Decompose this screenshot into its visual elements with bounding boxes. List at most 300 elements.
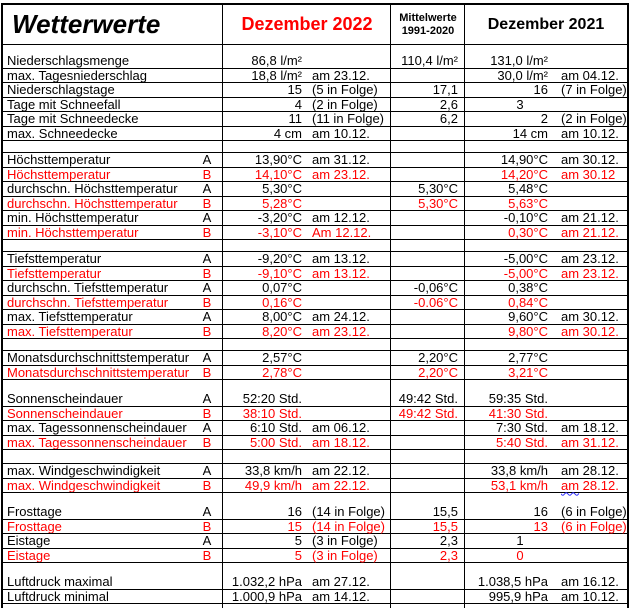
note-dezember-2021: [548, 54, 627, 68]
value-mittelwerte: [391, 421, 465, 435]
value-mittelwerte: 2,3: [439, 533, 458, 548]
row-label-cell: [3, 310, 223, 324]
value-dezember-2022: 13,90°C: [254, 152, 302, 167]
value-mittelwerte: [391, 464, 465, 478]
note-dezember-2022: (11 in Folge): [312, 111, 385, 126]
note-dezember-2022: (3 in Folge): [312, 533, 378, 548]
series-letter: B: [202, 547, 212, 563]
row-label-cell: [3, 421, 223, 435]
row-label-cell: [3, 69, 223, 83]
note-dezember-2022: am 10.12.: [312, 125, 370, 141]
row-label-cell: [3, 351, 223, 365]
value-dezember-2022: 15: [287, 518, 302, 534]
value-dezember-2022: -3,20°C: [257, 210, 302, 225]
series-letter: A: [202, 463, 212, 478]
table-row: [3, 436, 627, 451]
note-dezember-2021: [575, 534, 627, 548]
note-dezember-2021: am 30.12.: [561, 323, 619, 339]
value-cell-dezember-2021: [465, 226, 627, 240]
note-dezember-2022: [302, 407, 391, 421]
value-dezember-2021: 9,60°C: [508, 309, 548, 324]
value-cell-dezember-2022: [223, 407, 391, 421]
mittelwerte-line1: Mittelwerte: [399, 11, 457, 24]
series-letter: B: [202, 405, 212, 421]
column-divider-2: [390, 5, 391, 608]
value-cell-dezember-2022: [223, 520, 391, 534]
value-dezember-2021: 16: [533, 504, 548, 519]
note-dezember-2021: am 21.12.: [561, 210, 619, 225]
note-dezember-2021: am 28.12.: [561, 477, 619, 493]
value-mittelwerte: [391, 479, 465, 493]
value-dezember-2022: 16: [287, 504, 302, 519]
table-row: [3, 520, 627, 535]
value-mittelwerte: [391, 211, 465, 225]
value-dezember-2021: 3,21°C: [508, 364, 548, 380]
series-letter: B: [202, 323, 212, 339]
value-mittelwerte: [391, 226, 465, 240]
value-cell-dezember-2022: [223, 325, 391, 339]
value-dezember-2021: 3: [516, 96, 524, 112]
value-cell-dezember-2022: [223, 549, 391, 563]
note-dezember-2021: am 30.12.: [561, 152, 619, 167]
value-dezember-2021: 16: [533, 82, 548, 97]
value-cell-dezember-2022: [223, 436, 391, 450]
value-mittelwerte: [391, 575, 465, 589]
row-label: Luftdruck maximal: [7, 575, 113, 589]
note-dezember-2022: am 12.12.: [312, 210, 370, 225]
value-dezember-2021: 2,77°C: [508, 350, 548, 365]
series-letter: B: [202, 477, 212, 493]
page-title: Wetterwerte: [12, 9, 161, 39]
series-letter: A: [202, 420, 212, 435]
note-dezember-2022: [302, 392, 391, 406]
row-label-cell: [3, 549, 223, 563]
value-dezember-2021: 1: [516, 533, 524, 548]
value-mittelwerte: 15,5: [432, 504, 458, 519]
note-dezember-2022: [302, 182, 391, 196]
value-cell-dezember-2022: [223, 281, 391, 295]
note-dezember-2022: [302, 366, 391, 380]
table-row: [3, 112, 627, 127]
row-label-cell: [3, 112, 223, 126]
row-label: max. Tiefsttemperatur: [7, 324, 133, 338]
note-dezember-2021: [548, 296, 627, 310]
wetterwerte-table: [1, 3, 629, 608]
note-dezember-2021: (7 in Folge): [561, 82, 627, 97]
row-label-cell: [3, 534, 223, 548]
row-label: Luftdruck minimal: [7, 589, 109, 603]
value-mittelwerte: [391, 267, 465, 281]
note-dezember-2022: (3 in Folge): [312, 547, 378, 563]
value-dezember-2022: 86,8 l/m²: [251, 53, 302, 68]
value-cell-dezember-2021: [465, 575, 627, 589]
row-label: Monatsdurchschnittstemperatur: [7, 365, 190, 379]
value-dezember-2022: 2,57°C: [262, 350, 302, 365]
note-dezember-2021: am 23.12.: [561, 251, 619, 266]
value-cell-dezember-2022: [223, 464, 391, 478]
value-cell-dezember-2021: [465, 168, 627, 182]
value-cell-dezember-2022: [223, 127, 391, 141]
table-row: [3, 83, 627, 98]
value-cell-dezember-2022: [223, 267, 391, 281]
note-dezember-2022: am 22.12.: [312, 477, 370, 493]
table-row: [3, 310, 627, 325]
value-mittelwerte: 2,20°C: [418, 350, 458, 365]
row-label: Sonnenscheindauer: [7, 392, 123, 406]
row-label-cell: [3, 590, 223, 604]
note-dezember-2021: [548, 197, 627, 211]
value-mittelwerte: 49:42 Std.: [398, 391, 458, 406]
row-label: Höchsttemperatur: [7, 153, 111, 167]
table-row: [3, 575, 627, 590]
table-row: [3, 127, 627, 142]
note-dezember-2022: [302, 54, 391, 68]
row-label-cell: [3, 505, 223, 519]
note-dezember-2021: am 30.12: [561, 166, 616, 182]
note-dezember-2022: (2 in Folge): [312, 96, 378, 112]
value-dezember-2022: 38:10 Std.: [242, 405, 302, 421]
column-header-dezember-2021: Dezember 2021: [487, 15, 605, 33]
table-row: [3, 421, 627, 436]
value-cell-dezember-2022: [223, 366, 391, 380]
note-dezember-2022: am 23.12.: [312, 323, 370, 339]
note-dezember-2022: am 24.12.: [312, 309, 370, 324]
value-cell-dezember-2022: [223, 211, 391, 225]
value-dezember-2022: 0,16°C: [262, 294, 302, 310]
note-dezember-2021: (6 in Folge): [561, 518, 627, 534]
row-label: durchschn. Höchsttemperatur: [7, 196, 178, 210]
series-letter: A: [202, 152, 212, 167]
note-dezember-2021: am 31.12.: [561, 434, 619, 450]
row-label-cell: [3, 436, 223, 450]
value-cell-dezember-2022: [223, 168, 391, 182]
value-dezember-2021: 53,1 km/h: [490, 477, 548, 493]
row-label: max. Windgeschwindigkeit: [7, 464, 161, 478]
row-label-cell: [3, 54, 223, 68]
row-label-cell: [3, 281, 223, 295]
value-cell-dezember-2021: [465, 252, 627, 266]
table-row: [3, 351, 627, 366]
row-label: max. Tiefsttemperatur: [7, 310, 133, 324]
note-dezember-2021: (2 in Folge): [561, 111, 627, 126]
table-row: [3, 464, 627, 479]
value-dezember-2021: 59:35 Std.: [488, 391, 548, 406]
value-cell-dezember-2021: [465, 436, 627, 450]
series-letter: [194, 98, 223, 112]
table-row: [3, 296, 627, 311]
value-mittelwerte: [391, 127, 465, 141]
value-dezember-2022: 5: [294, 533, 302, 548]
section-spacer: [3, 604, 627, 608]
column-header-mittelwerte: [399, 12, 456, 38]
note-dezember-2022: (14 in Folge): [312, 504, 385, 519]
value-mittelwerte: 2,6: [439, 96, 458, 112]
value-dezember-2022: 11: [288, 111, 302, 126]
value-dezember-2022: 14,10°C: [254, 166, 302, 182]
value-mittelwerte: -0.06°C: [413, 294, 458, 310]
column-divider-1: [222, 5, 223, 608]
series-letter: A: [202, 280, 212, 295]
row-label-cell: [3, 575, 223, 589]
table-header-row: [3, 5, 627, 45]
note-dezember-2022: am 22.12.: [312, 463, 370, 478]
note-dezember-2022: am 13.12.: [312, 265, 370, 281]
row-label: max. Tagessonnenscheindauer: [7, 435, 187, 449]
series-letter: [194, 575, 223, 589]
value-dezember-2022: 2,78°C: [262, 364, 302, 380]
value-cell-dezember-2021: [465, 505, 627, 519]
value-dezember-2021: 9,80°C: [508, 323, 548, 339]
value-mittelwerte: [391, 252, 465, 266]
value-cell-dezember-2022: [223, 479, 391, 493]
value-cell-dezember-2022: [223, 69, 391, 83]
value-mittelwerte: 2,3: [439, 547, 458, 563]
value-mittelwerte: 15,5: [432, 518, 458, 534]
row-label: Niederschlagstage: [7, 83, 115, 97]
value-dezember-2021: -5,00°C: [503, 265, 548, 281]
value-dezember-2022: 6:10 Std.: [249, 420, 302, 435]
value-mittelwerte: [391, 310, 465, 324]
series-letter: [194, 112, 223, 126]
value-dezember-2021: 5:40 Std.: [495, 434, 548, 450]
value-cell-dezember-2021: [465, 351, 627, 365]
value-dezember-2021: 5,63°C: [508, 195, 548, 211]
value-cell-dezember-2022: [223, 252, 391, 266]
series-letter: A: [202, 391, 212, 406]
value-mittelwerte: 6,2: [439, 111, 458, 126]
row-label: durchschn. Tiefsttemperatur: [7, 295, 169, 309]
row-label: Höchsttemperatur: [7, 167, 111, 181]
value-cell-dezember-2022: [223, 83, 391, 97]
row-label: min. Höchsttemperatur: [7, 225, 139, 239]
row-label-cell: [3, 392, 223, 406]
series-letter: B: [202, 364, 212, 380]
value-cell-dezember-2021: [465, 197, 627, 211]
series-letter: [194, 127, 223, 141]
series-letter: B: [202, 166, 212, 182]
series-letter: [194, 83, 223, 97]
note-dezember-2022: (5 in Folge): [312, 82, 378, 97]
note-dezember-2021: [548, 366, 627, 380]
row-label: max. Windgeschwindigkeit: [7, 478, 161, 492]
series-letter: A: [202, 533, 212, 548]
row-label-cell: [3, 464, 223, 478]
row-label-cell: [3, 407, 223, 421]
table-row: [3, 549, 627, 564]
value-cell-dezember-2021: [465, 520, 627, 534]
table-row: [3, 168, 627, 183]
mittelwerte-line2: 1991-2020: [401, 24, 455, 37]
value-dezember-2022: 1.000,9 hPa: [231, 588, 302, 604]
note-dezember-2021: [575, 98, 627, 112]
row-label-cell: [3, 226, 223, 240]
note-dezember-2021: am 10.12.: [561, 125, 619, 141]
note-dezember-2022: [302, 296, 391, 310]
value-cell-dezember-2022: [223, 351, 391, 365]
series-letter: B: [202, 294, 212, 310]
value-cell-dezember-2021: [465, 69, 627, 83]
value-cell-dezember-2021: [465, 127, 627, 141]
row-label-cell: [3, 252, 223, 266]
value-mittelwerte: [391, 69, 465, 83]
note-dezember-2021: [548, 351, 627, 365]
table-row: [3, 534, 627, 549]
note-dezember-2021: [548, 407, 627, 421]
table-row: [3, 281, 627, 296]
row-label: durchschn. Tiefsttemperatur: [7, 281, 169, 295]
value-dezember-2021: 0,84°C: [508, 294, 548, 310]
value-cell-dezember-2022: [223, 112, 391, 126]
value-dezember-2021: 2: [540, 111, 548, 126]
value-dezember-2022: 52:20 Std.: [242, 391, 302, 406]
note-dezember-2022: [302, 351, 391, 365]
header-cell-mittelwerte: [391, 5, 465, 44]
table-row: [3, 479, 627, 494]
value-dezember-2021: 30,0 l/m²: [497, 67, 548, 83]
value-dezember-2021: 131,0 l/m²: [490, 53, 548, 68]
note-dezember-2021: am 23.12.: [561, 265, 619, 281]
value-dezember-2021: -5,00°C: [503, 251, 548, 266]
value-mittelwerte: [391, 153, 465, 167]
value-cell-dezember-2022: [223, 392, 391, 406]
row-label: Tage mit Schneefall: [7, 97, 121, 111]
note-dezember-2021: am 21.12.: [561, 224, 619, 240]
value-cell-dezember-2022: [223, 226, 391, 240]
table-row: [3, 392, 627, 407]
value-cell-dezember-2022: [223, 575, 391, 589]
table-row: [3, 69, 627, 84]
value-cell-dezember-2022: [223, 98, 391, 112]
table-row: [3, 153, 627, 168]
header-cell-dezember-2021: [465, 5, 627, 44]
row-label-cell: [3, 366, 223, 380]
value-dezember-2021: 7:30 Std.: [495, 420, 548, 435]
row-label: Tiefsttemperatur: [7, 252, 102, 266]
note-dezember-2022: [302, 197, 391, 211]
value-dezember-2022: -3,10°C: [257, 224, 302, 240]
note-dezember-2022: am 06.12.: [312, 420, 370, 435]
value-cell-dezember-2021: [465, 153, 627, 167]
value-dezember-2022: 8,00°C: [262, 309, 302, 324]
value-dezember-2021: 13: [533, 518, 548, 534]
value-cell-dezember-2022: [223, 197, 391, 211]
value-cell-dezember-2022: [223, 421, 391, 435]
value-cell-dezember-2021: [465, 296, 627, 310]
value-mittelwerte: [391, 168, 465, 182]
value-dezember-2021: 33,8 km/h: [490, 463, 548, 478]
note-dezember-2022: am 13.12.: [312, 251, 370, 266]
value-dezember-2021: 14,90°C: [500, 152, 548, 167]
value-cell-dezember-2022: [223, 296, 391, 310]
value-cell-dezember-2021: [465, 366, 627, 380]
value-cell-dezember-2021: [465, 281, 627, 295]
value-mittelwerte: 5,30°C: [418, 181, 458, 196]
series-letter: [194, 590, 223, 604]
table-row: [3, 54, 627, 69]
value-mittelwerte: 110,4 l/m²: [401, 53, 458, 68]
value-cell-dezember-2021: [465, 407, 627, 421]
value-dezember-2022: -9,20°C: [257, 251, 302, 266]
series-letter: B: [202, 265, 212, 281]
value-dezember-2022: 5,30°C: [262, 181, 302, 196]
header-cell-title: [3, 5, 223, 44]
row-label-cell: [3, 267, 223, 281]
value-dezember-2021: 41:30 Std.: [488, 405, 548, 421]
value-cell-dezember-2022: [223, 153, 391, 167]
value-dezember-2022: -9,10°C: [257, 265, 302, 281]
row-label-cell: [3, 153, 223, 167]
row-label-cell: [3, 98, 223, 112]
value-dezember-2022: 5: [294, 547, 302, 563]
series-letter: A: [202, 181, 212, 196]
note-dezember-2022: am 27.12.: [312, 574, 370, 589]
row-label-cell: [3, 479, 223, 493]
row-label: Eistage: [7, 548, 51, 562]
value-cell-dezember-2021: [465, 325, 627, 339]
note-dezember-2022: [302, 281, 391, 295]
column-header-dezember-2022: Dezember 2022: [241, 14, 373, 34]
note-dezember-2022: am 14.12.: [312, 588, 370, 604]
value-mittelwerte: 5,30°C: [418, 195, 458, 211]
value-dezember-2021: 1.038,5 hPa: [477, 574, 548, 589]
value-cell-dezember-2021: [465, 421, 627, 435]
table-row: [3, 505, 627, 520]
value-cell-dezember-2021: [465, 182, 627, 196]
value-dezember-2022: 0,07°C: [262, 280, 302, 295]
note-dezember-2022: am 23.12.: [312, 67, 370, 83]
row-label-cell: [3, 325, 223, 339]
table-body: [3, 45, 627, 608]
value-cell-dezember-2022: [223, 54, 391, 68]
value-cell-dezember-2021: [465, 83, 627, 97]
note-dezember-2021: (6 in Folge): [561, 504, 627, 519]
series-letter: A: [202, 504, 212, 519]
table-row: [3, 267, 627, 282]
row-label-cell: [3, 168, 223, 182]
value-dezember-2021: 0: [516, 547, 524, 563]
series-letter: A: [202, 210, 212, 225]
row-label: min. Höchsttemperatur: [7, 211, 139, 225]
note-dezember-2022: Am 12.12.: [312, 224, 372, 240]
value-cell-dezember-2021: [465, 534, 627, 548]
note-dezember-2021: am 16.12.: [561, 574, 619, 589]
note-dezember-2021: am 18.12.: [561, 420, 619, 435]
table-row: [3, 407, 627, 422]
row-label: Tage mit Schneedecke: [7, 112, 139, 126]
value-mittelwerte: [391, 436, 465, 450]
value-mittelwerte: [391, 590, 465, 604]
note-dezember-2021: [575, 549, 627, 563]
series-letter: [194, 69, 223, 83]
series-letter: A: [202, 350, 212, 365]
value-cell-dezember-2021: [465, 464, 627, 478]
value-dezember-2022: 33,8 km/h: [244, 463, 302, 478]
row-label: Niederschlagsmenge: [7, 54, 130, 68]
section-spacer: [3, 450, 627, 464]
value-cell-dezember-2021: [465, 211, 627, 225]
note-dezember-2021: am 28.12.: [561, 463, 619, 478]
value-dezember-2021: 995,9 hPa: [488, 588, 548, 604]
value-dezember-2021: 0,38°C: [508, 280, 548, 295]
note-dezember-2021: [548, 392, 627, 406]
value-cell-dezember-2021: [465, 112, 627, 126]
note-dezember-2022: (14 in Folge): [312, 518, 385, 534]
series-letter: B: [202, 224, 212, 240]
note-dezember-2021: am 04.12.: [561, 67, 619, 83]
row-label: durchschn. Höchsttemperatur: [7, 182, 178, 196]
value-dezember-2021: 5,48°C: [508, 181, 548, 196]
series-letter: B: [202, 195, 212, 211]
